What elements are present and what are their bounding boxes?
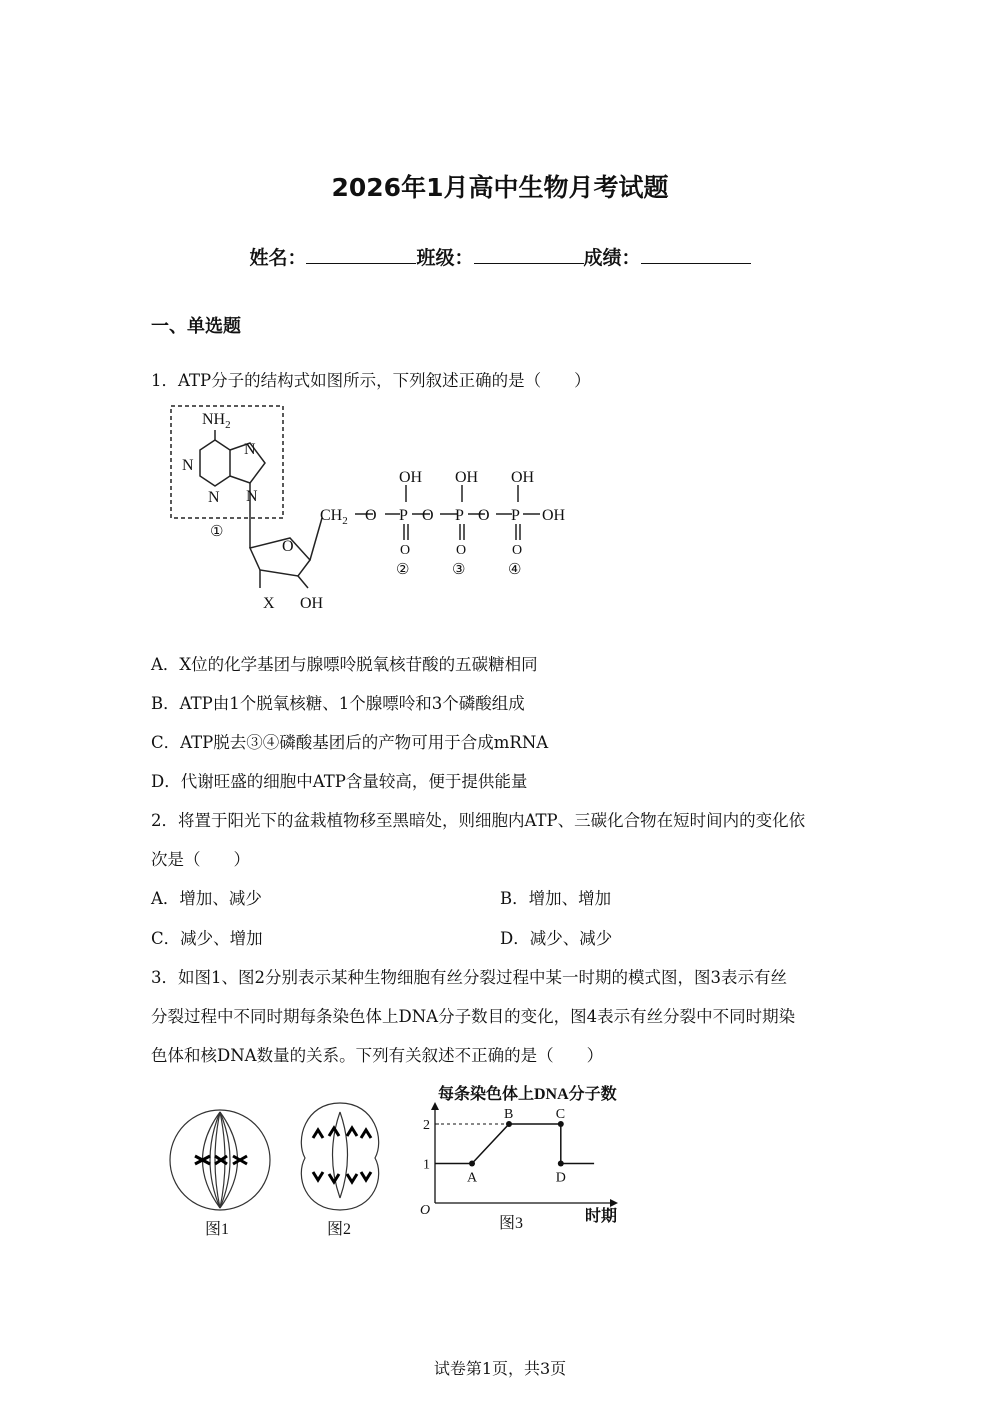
q2-option-c: C．减少、增加: [151, 929, 263, 948]
class-blank: [474, 245, 584, 264]
q2-option-d: D．减少、减少: [500, 929, 613, 948]
circled-4: ④: [508, 562, 522, 578]
q1-stem: 1．ATP分子的结构式如图所示，下列叙述正确的是（ ）: [151, 371, 591, 390]
q2-option-a: A．增加、减少: [151, 889, 262, 908]
class-label: 班级：: [416, 247, 474, 269]
chart-point-label-c: C: [555, 1107, 566, 1122]
section-heading: 一、单选题: [151, 316, 241, 337]
pyrimidine-ring: [200, 440, 230, 486]
page-footer: 试卷第1页，共3页: [433, 1359, 567, 1378]
chart-y-tick-label: 1: [423, 1157, 430, 1173]
q1-option-a: A．X位的化学基团与腺嘌呤脱氧核苷酸的五碳糖相同: [151, 655, 538, 674]
bridge-o-2: O: [422, 507, 434, 524]
n-atom-3: N: [244, 441, 256, 458]
oh-alpha: OH: [399, 469, 423, 486]
page-title: 2026年1月高中生物月考试题: [331, 173, 669, 202]
figure-3-label: 图3: [499, 1215, 524, 1232]
o-gamma: O: [512, 543, 523, 558]
terminal-oh: OH: [542, 507, 566, 524]
bridge-o-1: O: [365, 507, 377, 524]
q1-option-c: C．ATP脱去③④磷酸基团后的产物可用于合成mRNA: [151, 733, 549, 752]
chart-y-axis-label: 每条染色体上DNA分子数: [438, 1086, 617, 1103]
nh2-label: $NH_2$: [202, 411, 231, 431]
p-beta: P: [455, 507, 464, 524]
chart-point-label-a: A: [467, 1170, 478, 1186]
student-info-line: [0, 243, 1000, 270]
q2-stem-line1: 2．将置于阳光下的盆栽植物移至黑暗处，则细胞内ATP、三碳化合物在短时间内的变化依: [151, 811, 806, 830]
name-blank: [306, 245, 416, 264]
x-label: X: [263, 595, 275, 612]
p-alpha: P: [399, 507, 408, 524]
ribose-o-label: O: [282, 538, 294, 555]
n-atom-1: N: [182, 457, 194, 474]
chart-point-label-b: B: [504, 1107, 514, 1122]
name-label: 姓名：: [249, 247, 307, 269]
circled-2: ②: [396, 562, 410, 578]
o-beta: O: [456, 543, 467, 558]
figure-2-label: 图2: [327, 1221, 352, 1238]
figure-1-label: 图1: [205, 1221, 230, 1238]
chart-y-tick-label: 2: [423, 1118, 430, 1133]
atp-structure-figure: [160, 398, 590, 618]
chart-series-line: [435, 1124, 594, 1164]
n-atom-4: N: [246, 488, 258, 505]
oh-gamma: OH: [511, 469, 535, 486]
chart-x-axis-arrow: [610, 1199, 618, 1207]
ribose-oh-label: OH: [300, 595, 324, 612]
chart-point-label-d: D: [555, 1170, 566, 1186]
q2-stem-line2: 次是（ ）: [151, 850, 250, 869]
oh-beta: OH: [455, 469, 479, 486]
p-gamma: P: [511, 507, 520, 524]
chart-x-axis-label: 时期: [585, 1208, 618, 1225]
chart-point-d: [558, 1161, 564, 1167]
figure-1-metaphase-cell: [165, 1108, 275, 1243]
n-atom-2: N: [208, 489, 220, 506]
circled-3: ③: [452, 562, 466, 578]
q2-option-b: B．增加、增加: [500, 889, 612, 908]
chart-origin-label: O: [420, 1203, 431, 1218]
ribose-ring: [250, 538, 310, 576]
figure-3-chart: [405, 1078, 655, 1238]
ch2-label: $CH_2$: [320, 507, 348, 527]
score-blank: [641, 245, 751, 264]
chart-y-axis-arrow: [431, 1102, 439, 1110]
q3-stem-line1: 3．如图1、图2分别表示某种生物细胞有丝分裂过程中某一时期的模式图，图3表示有丝: [151, 968, 787, 987]
q1-option-d: D．代谢旺盛的细胞中ATP含量较高，便于提供能量: [151, 772, 528, 791]
q3-stem-line2: 分裂过程中不同时期每条染色体上DNA分子数目的变化，图4表示有丝分裂中不同时期染: [151, 1007, 796, 1026]
q1-option-b: B．ATP由1个脱氧核糖、1个腺嘌呤和3个磷酸组成: [151, 694, 525, 713]
chart-point-a: [469, 1161, 475, 1167]
q3-stem-line3: 色体和核DNA数量的关系。下列有关叙述不正确的是（ ）: [151, 1046, 604, 1065]
bridge-o-3: O: [478, 507, 490, 524]
figure-2-anaphase-cell: [295, 1100, 395, 1243]
o-alpha: O: [400, 543, 411, 558]
circled-1: ①: [210, 524, 224, 540]
score-label: 成绩：: [583, 247, 641, 269]
